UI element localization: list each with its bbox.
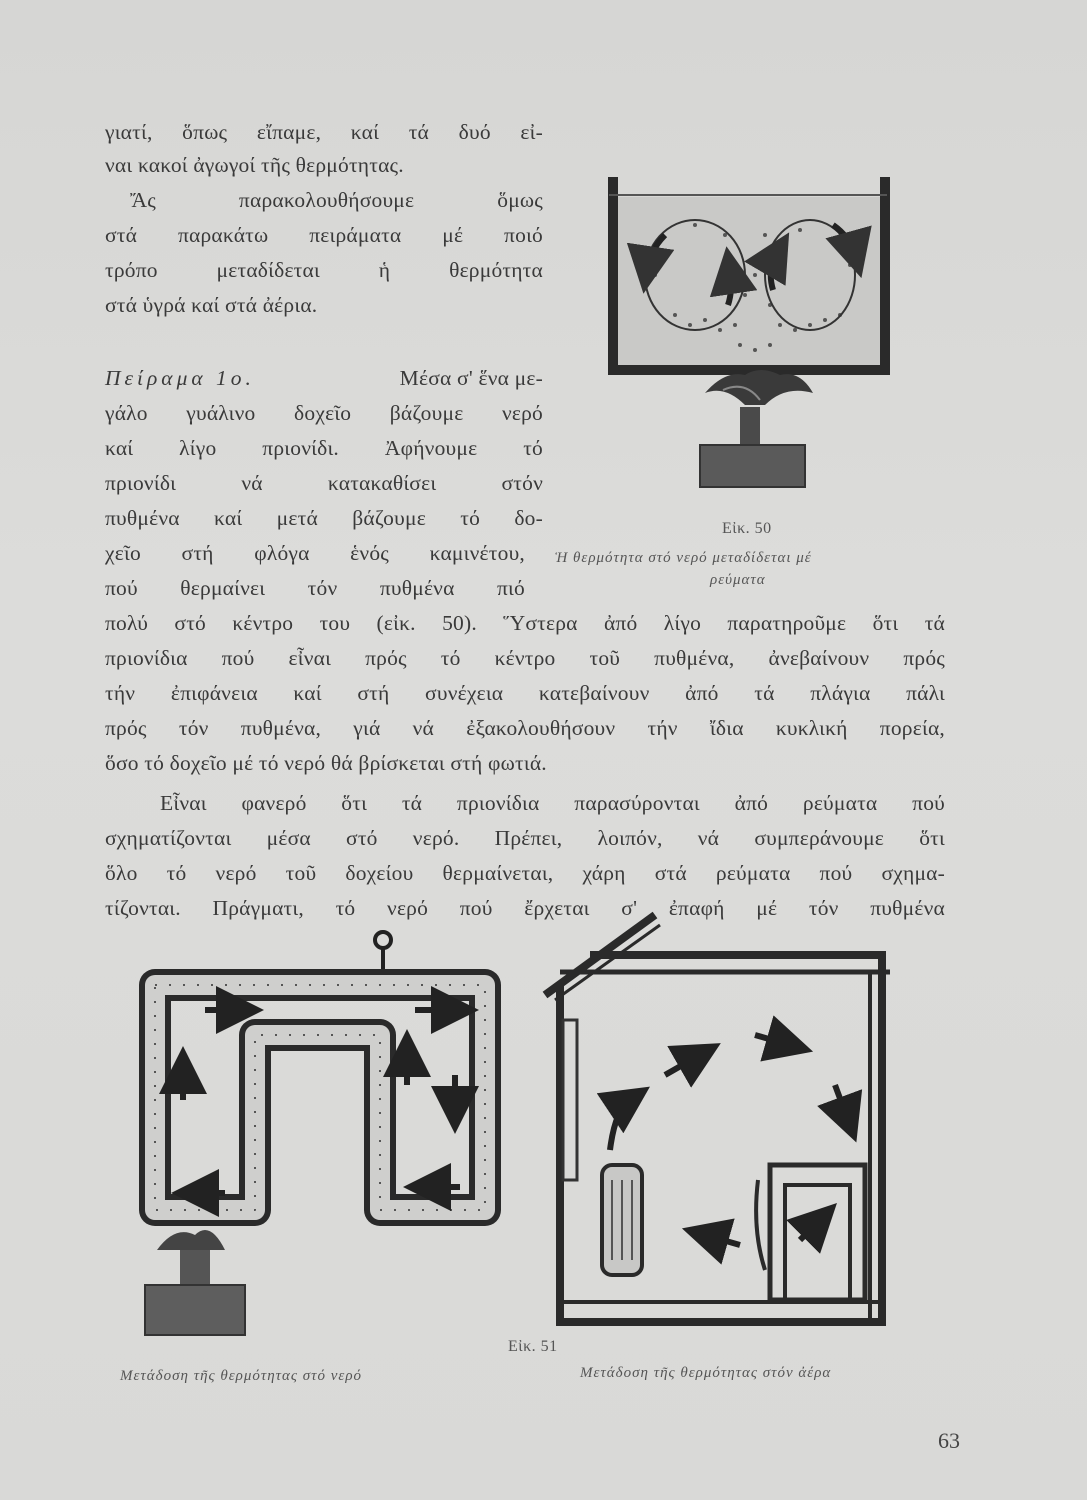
text-line: πυθμένα καί μετά βάζουμε τό δο-	[105, 506, 543, 530]
text-line: ὅσο τό δοχεῖο μέ τό νερό θά βρίσκεται στή φωτιά.	[105, 751, 547, 775]
figure-51-caption-right: Μετάδοση τῆς θερμότητας στόν ἀέρα	[580, 1365, 832, 1381]
text-line: πολύ στό κέντρο του (εἰκ. 50). Ὕστερα ἀπό λίγο παρατηροῦμε ὅτι τά	[105, 611, 945, 635]
page-number: 63	[938, 1428, 960, 1453]
text-line: στά ὑγρά καί στά ἀέρια.	[105, 293, 318, 317]
text-line: χεῖο στή φλόγα ἑνός καμινέτου,	[105, 541, 525, 565]
figure-51-label: Εἰκ. 51	[508, 1338, 558, 1355]
experiment-label: Πείραμα 1ο.	[105, 366, 255, 390]
figure-50-beaker-illustration	[595, 175, 895, 495]
text-line: στά παρακάτω πειράματα μέ ποιό	[105, 223, 543, 247]
text-line: πριονίδια πού εἶναι πρός τό κέντρο τοῦ πυθμένα, ἀνεβαίνουν πρός	[105, 646, 945, 670]
text-line: καί λίγο πριονίδι. Ἀφήνουμε τό	[105, 436, 543, 460]
text-line: πριονίδι νά κατακαθίσει στόν	[105, 471, 543, 495]
text-line: τρόπο μεταδίδεται ἡ θερμότητα	[105, 258, 543, 282]
figure-50-label: Εἰκ. 50	[722, 520, 772, 537]
text-line: πού θερμαίνει τόν πυθμένα πιό	[105, 576, 525, 600]
text-line: τήν ἐπιφάνεια καί στή συνέχεια κατεβαίνουν ἀπό τά πλάγια πάλι	[105, 681, 945, 705]
text-line: Ἄς παρακολουθήσουμε ὅμως	[130, 188, 543, 212]
text-line: ὅλο τό νερό τοῦ δοχείου θερμαίνεται, χάρη στά ρεύματα πού σχημα-	[105, 861, 945, 885]
text-line: γιατί, ὅπως εἴπαμε, καί τά δυό εἰ-	[105, 120, 543, 144]
text-line: πρός τόν πυθμένα, γιά νά ἐξακολουθήσουν τήν ἴδια κυκλική πορεία,	[105, 716, 945, 740]
figure-50-caption: Ἡ θερμότητα στό νερό μεταδίδεται μέ	[555, 550, 812, 566]
figure-51-room-illustration	[530, 910, 930, 1340]
text-line: ναι κακοί ἀγωγοί τῆς θερμότητας.	[105, 153, 404, 177]
figure-50-caption: ρεύματα	[710, 572, 766, 588]
text-line: γάλο γυάλινο δοχεῖο βάζουμε νερό	[105, 401, 543, 425]
text-line: Εἶναι φανερό ὅτι τά πριονίδια παρασύρονται ἀπό ρεύματα πού	[160, 791, 945, 815]
figure-51-caption-left: Μετάδοση τῆς θερμότητας στό νερό	[120, 1368, 363, 1384]
text-line: τίζονται. Πράγματι, τό νερό πού ἔρχεται σ' ἐπαφή μέ τόν πυθμένα	[105, 896, 945, 920]
text-line: σχηματίζονται μέσα στό νερό. Πρέπει, λοιπόν, νά συμπεράνουμε ὅτι	[105, 826, 945, 850]
figure-51-pipe-illustration	[125, 925, 510, 1345]
text-line: Μέσα σ' ἕνα με-	[399, 366, 543, 390]
